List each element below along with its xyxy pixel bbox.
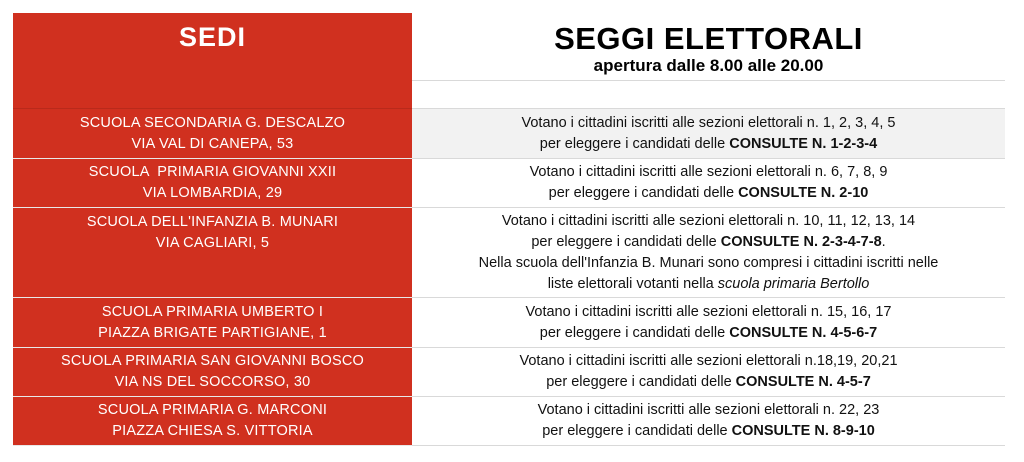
seggi-header-cell (412, 13, 1005, 80)
consulte-line (542, 421, 875, 442)
consulte-numbers: CONSULTE N. 4-5-6-7 (729, 324, 878, 341)
venue-cell (13, 109, 412, 159)
opening-hours-subtitle: apertura dalle 8.00 alle 20.00 (593, 56, 824, 75)
school-address: VIA VAL DI CANEPA, 53 (131, 135, 294, 152)
consulte-numbers: CONSULTE N. 1-2-3-4 (729, 135, 878, 152)
consulte-prefix: per eleggere i candidati delle (542, 423, 732, 439)
venue-cell (13, 397, 412, 446)
consulte-numbers: CONSULTE N. 2-10 (738, 185, 869, 201)
spacer-left-cell (13, 80, 412, 109)
table-row (13, 298, 1005, 348)
venue-cell (13, 298, 412, 348)
school-address: VIA NS DEL SOCCORSO, 30 (114, 374, 311, 390)
sections-line: Votano i cittadini iscritti alle sezioni elettorali n. 22, 23 (537, 402, 880, 418)
school-name: SCUOLA PRIMARIA GIOVANNI XXII (88, 164, 337, 180)
table-row (13, 159, 1005, 208)
sections-line: Votano i cittadini iscritti alle sezioni elettorali n. 10, 11, 12, 13, 14 (501, 212, 916, 229)
table-row (13, 348, 1005, 397)
school-name: SCUOLA PRIMARIA SAN GIOVANNI BOSCO (60, 353, 365, 369)
polling-stations-table (13, 13, 1005, 446)
sections-cell (412, 298, 1005, 348)
sections-cell (412, 109, 1005, 159)
note-prefix: liste elettorali votanti nella (547, 275, 718, 292)
sections-cell (412, 348, 1005, 397)
school-name: SCUOLA SECONDARIA G. DESCALZO (79, 114, 346, 131)
consulte-suffix: . (881, 233, 886, 250)
spacer-row (13, 80, 1005, 109)
consulte-numbers: CONSULTE N. 2-3-4-7-8 (720, 233, 882, 250)
munari-note-line: Nella scuola dell'Infanzia B. Munari sono compresi i cittadini iscritti nelle (478, 254, 939, 271)
header-row (13, 13, 1005, 80)
table-row (13, 208, 1005, 298)
consulte-numbers: CONSULTE N. 4-5-7 (735, 374, 871, 390)
school-name: SCUOLA PRIMARIA G. MARCONI (97, 402, 328, 418)
consulte-line (540, 134, 877, 155)
consulte-prefix: per eleggere i candidati delle (548, 185, 739, 201)
sections-cell (412, 397, 1005, 446)
sections-cell (412, 159, 1005, 208)
sedi-header-cell (13, 13, 412, 80)
consulte-prefix: per eleggere i candidati delle (531, 233, 721, 250)
sections-line: Votano i cittadini iscritti alle sezioni elettorali n. 6, 7, 8, 9 (529, 164, 888, 180)
consulte-prefix: per eleggere i candidati delle (539, 324, 730, 341)
spacer-right-cell (412, 80, 1005, 109)
school-name: SCUOLA PRIMARIA UMBERTO I (101, 303, 324, 320)
consulte-numbers: CONSULTE N. 8-9-10 (731, 423, 875, 439)
sections-cell (412, 208, 1005, 298)
consulte-line (546, 372, 871, 393)
venue-cell (13, 159, 412, 208)
sections-line: Votano i cittadini iscritti alle sezioni elettorali n. 1, 2, 3, 4, 5 (521, 114, 896, 131)
school-address: PIAZZA CHIESA S. VITTORIA (112, 423, 313, 439)
munari-note-line-2 (548, 274, 870, 295)
school-name: SCUOLA DELL'INFANZIA B. MUNARI (86, 214, 339, 230)
consulte-prefix: per eleggere i candidati delle (546, 374, 736, 390)
table-row (13, 109, 1005, 159)
venue-cell (13, 208, 412, 298)
school-address: VIA CAGLIARI, 5 (155, 235, 270, 251)
school-address: PIAZZA BRIGATE PARTIGIANE, 1 (98, 324, 327, 341)
sedi-title: SEDI (178, 22, 247, 52)
consulte-prefix: per eleggere i candidati delle (539, 135, 730, 152)
school-address: VIA LOMBARDIA, 29 (142, 185, 283, 201)
venue-cell (13, 348, 412, 397)
table-row (13, 397, 1005, 446)
consulte-line (531, 232, 885, 253)
seggi-title: SEGGI ELETTORALI (554, 21, 863, 56)
consulte-line (549, 183, 869, 204)
sections-line: Votano i cittadini iscritti alle sezioni elettorali n.18,19, 20,21 (519, 353, 898, 369)
note-italic-school: scuola primaria Bertollo (717, 275, 870, 292)
sections-line: Votano i cittadini iscritti alle sezioni elettorali n. 15, 16, 17 (525, 303, 892, 320)
consulte-line (540, 323, 877, 344)
